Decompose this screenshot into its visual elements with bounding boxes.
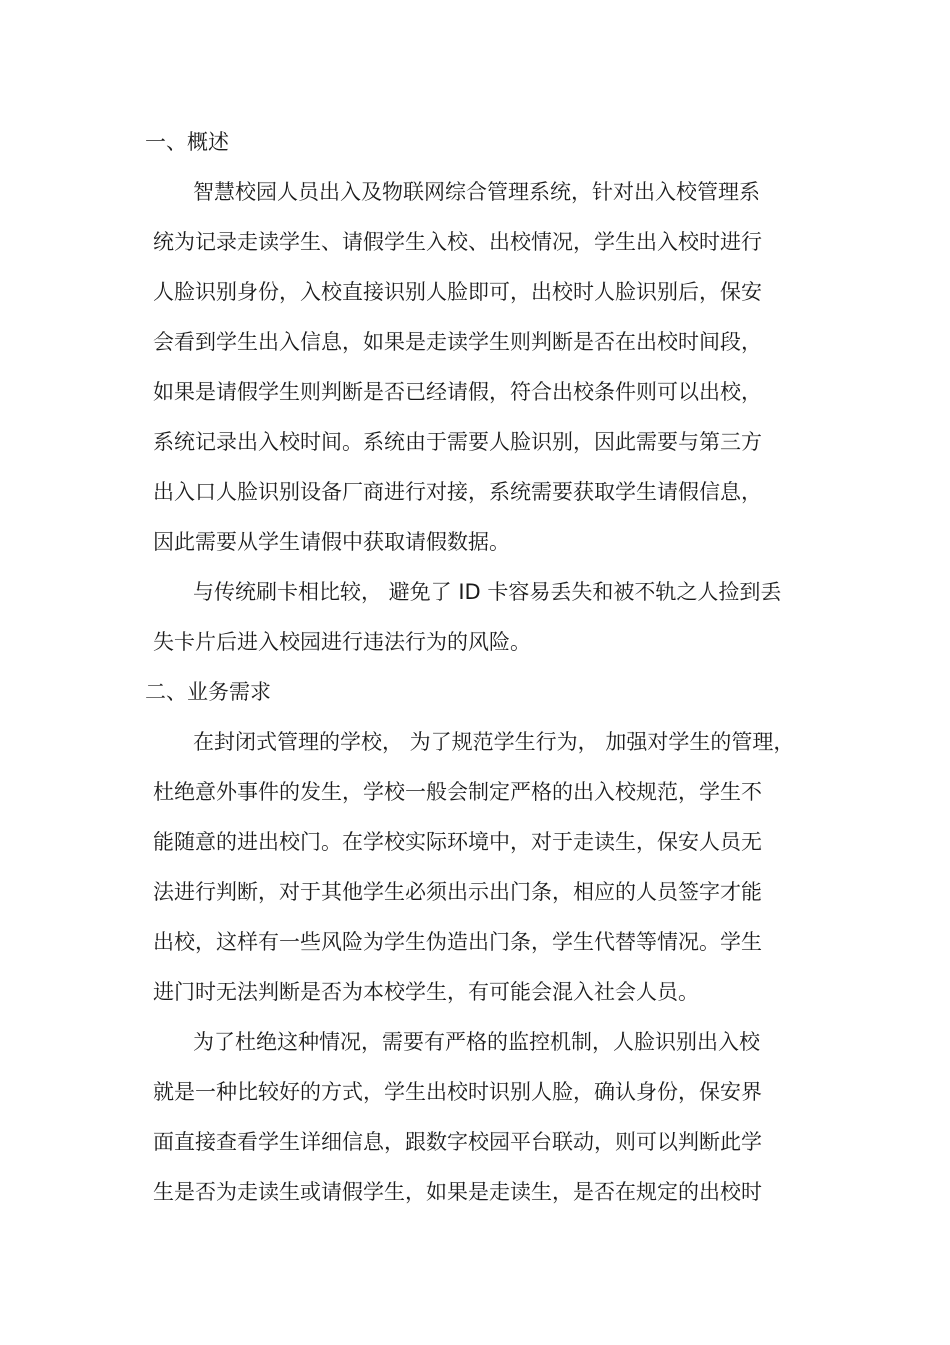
paragraph-line: 出入口人脸识别设备厂商进行对接，系统需要获取学生请假信息， [153, 480, 762, 504]
paragraph-line: 因此需要从学生请假中获取请假数据。 [153, 530, 510, 554]
section-heading-overview: 一、概述 [145, 130, 229, 154]
paragraph-line: 能随意的进出校门。在学校实际环境中，对于走读生，保安人员无 [153, 830, 762, 854]
paragraph-line: 统为记录走读学生、请假学生入校、出校情况，学生出入校时进行 [153, 230, 762, 254]
paragraph-line: 面直接查看学生详细信息，跟数字校园平台联动，则可以判断此学 [153, 1130, 762, 1154]
paragraph-line: 就是一种比较好的方式，学生出校时识别人脸，确认身份，保安界 [153, 1080, 762, 1104]
paragraph-line: 出校，这样有一些风险为学生伪造出门条，学生代替等情况。学生 [153, 930, 762, 954]
paragraph-line: 杜绝意外事件的发生，学校一般会制定严格的出入校规范，学生不 [153, 780, 762, 804]
paragraph-line: 为了杜绝这种情况，需要有严格的监控机制，人脸识别出入校 [193, 1030, 760, 1054]
paragraph-line: 会看到学生出入信息，如果是走读学生则判断是否在出校时间段， [153, 330, 762, 354]
section-heading-requirements: 二、业务需求 [145, 680, 271, 704]
paragraph-line: 如果是请假学生则判断是否已经请假，符合出校条件则可以出校， [153, 380, 762, 404]
paragraph-line: 智慧校园人员出入及物联网综合管理系统，针对出入校管理系 [193, 180, 760, 204]
paragraph-line: 法进行判断，对于其他学生必须出示出门条，相应的人员签字才能 [153, 880, 762, 904]
paragraph-line: 与传统刷卡相比较， 避免了 ID 卡容易丢失和被不轨之人捡到丢 [193, 580, 782, 604]
paragraph-line: 在封闭式管理的学校， 为了规范学生行为， 加强对学生的管理， [193, 730, 795, 754]
paragraph-line: 生是否为走读生或请假学生，如果是走读生，是否在规定的出校时 [153, 1180, 762, 1204]
paragraph-line: 人脸识别身份，入校直接识别人脸即可，出校时人脸识别后，保安 [153, 280, 762, 304]
paragraph-line: 进门时无法判断是否为本校学生，有可能会混入社会人员。 [153, 980, 699, 1004]
paragraph-line: 系统记录出入校时间。系统由于需要人脸识别，因此需要与第三方 [153, 430, 762, 454]
paragraph-line: 失卡片后进入校园进行违法行为的风险。 [153, 630, 531, 654]
